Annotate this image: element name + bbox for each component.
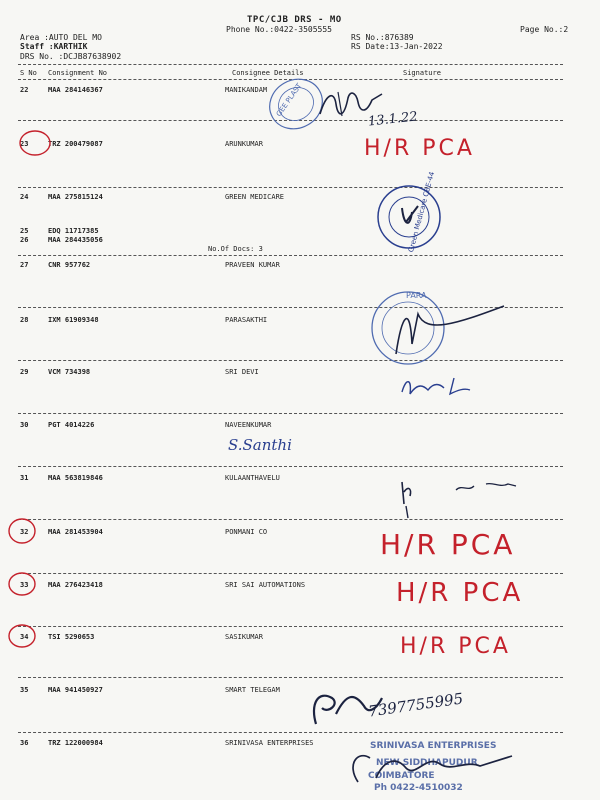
row-serial: 22	[20, 86, 29, 94]
row-consignee: MANIKANDAM	[225, 86, 268, 94]
col-header-consignment: Consignment No	[48, 69, 108, 77]
col-header-sno: S No	[20, 69, 37, 77]
row-consignment: MAA 284146367	[48, 86, 103, 94]
row-serial: 35	[20, 686, 29, 694]
row-consignee: SRI DEVI	[225, 368, 259, 376]
row-consignment: MAA 563819846	[48, 474, 103, 482]
row-serial: 26	[20, 236, 29, 244]
stamp-address2-36: COIMBATORE	[368, 771, 435, 781]
stamp-phone-36: Ph 0422-4510032	[374, 783, 463, 793]
stamp-name-36: SRINIVASA ENTERPRISES	[370, 741, 497, 751]
row-consignment: MAA 275815124	[48, 193, 103, 201]
row-consignee: SRI SAI AUTOMATIONS	[225, 581, 306, 589]
stamp-text-28: PARA	[406, 291, 427, 300]
signature-29	[398, 372, 488, 402]
row-consignment: EDQ 11717385	[48, 227, 99, 235]
row-serial: 28	[20, 316, 29, 324]
signature-31	[396, 476, 526, 520]
row-consignment: MAA 281453904	[48, 528, 103, 536]
handwritten-date-22: 13.1.22	[367, 109, 419, 130]
row-serial: 29	[20, 368, 29, 376]
row-serial: 32	[20, 528, 29, 536]
row-serial: 23	[20, 140, 29, 148]
row-consignee: SRINIVASA ENTERPRISES	[225, 739, 314, 747]
circle-mark-34	[9, 625, 35, 647]
row-consignment: PGT 4014226	[48, 421, 95, 429]
row-serial: 30	[20, 421, 29, 429]
page-number: Page No.:2	[520, 25, 569, 34]
parasakthi-stamp	[366, 284, 516, 374]
stamp-text-22: GEE PLAST	[274, 82, 304, 118]
row-serial: 34	[20, 633, 29, 641]
row-consignee: ARUNKUMAR	[225, 140, 263, 148]
row-consignee: SASIKUMAR	[225, 633, 263, 641]
row-consignment: MAA 941450927	[48, 686, 103, 694]
row-serial: 25	[20, 227, 29, 235]
circle-mark-23	[20, 131, 50, 155]
circle-mark-33	[9, 573, 35, 595]
handwritten-hr-pca-33: H/R PCA	[396, 578, 524, 608]
rs-number: RS No.:876389	[351, 33, 414, 42]
row-consignment: IXM 61909348	[48, 316, 99, 324]
row-serial: 24	[20, 193, 29, 201]
stamp-text-24: Green Medicare CBE-44	[406, 170, 437, 254]
row-consignee: PONMANI CO	[225, 528, 268, 536]
circle-mark-32	[9, 519, 35, 543]
col-header-signature: Signature	[403, 69, 441, 77]
row-consignee: KULAANTHAVELU	[225, 474, 280, 482]
staff-label: Staff :KARTHIK	[20, 42, 88, 51]
row-serial: 33	[20, 581, 29, 589]
handwritten-name-30: S.Santhi	[228, 436, 292, 454]
row-consignee: PRAVEEN KUMAR	[225, 261, 280, 269]
row-consignee: PARASAKTHI	[225, 316, 268, 324]
rs-date: RS Date:13-Jan-2022	[351, 42, 443, 51]
document-title: TPC/CJB DRS - MO	[247, 15, 342, 25]
row-consignee: SMART TELEGAM	[225, 686, 280, 694]
row-serial: 27	[20, 261, 29, 269]
col-header-consignee: Consignee Details	[232, 69, 304, 77]
row-serial: 31	[20, 474, 29, 482]
stamp-address1-36: NEW SIDDHAPUDUR	[376, 758, 478, 768]
row-consignment: TRZ 122000984	[48, 739, 103, 747]
row-consignee: NAVEENKUMAR	[225, 421, 272, 429]
handwritten-hr-pca-34: H/R PCA	[400, 634, 511, 659]
docs-count: No.Of Docs: 3	[208, 245, 263, 253]
handwritten-hr-pca-23: H/R PCA	[364, 136, 475, 161]
row-consignment: VCM 734398	[48, 368, 91, 376]
phone-number: Phone No.:0422-3505555	[226, 25, 332, 34]
drs-number: DRS No. :DCJB87638902	[20, 52, 122, 61]
row-consignment: MAA 284435056	[48, 236, 103, 244]
handwritten-phone-35: 7397755995	[367, 689, 465, 721]
area-label: Area :AUTO DEL MO	[20, 33, 102, 42]
row-serial: 36	[20, 739, 29, 747]
handwritten-hr-pca-32: H/R PCA	[380, 528, 516, 561]
row-consignment: TSI 5290653	[48, 633, 95, 641]
row-consignment: TRZ 200479087	[48, 140, 103, 148]
row-consignment: MAA 276423418	[48, 581, 103, 589]
signature-36	[340, 742, 520, 788]
row-consignment: CNR 957762	[48, 261, 91, 269]
row-consignee: GREEN MEDICARE	[225, 193, 285, 201]
